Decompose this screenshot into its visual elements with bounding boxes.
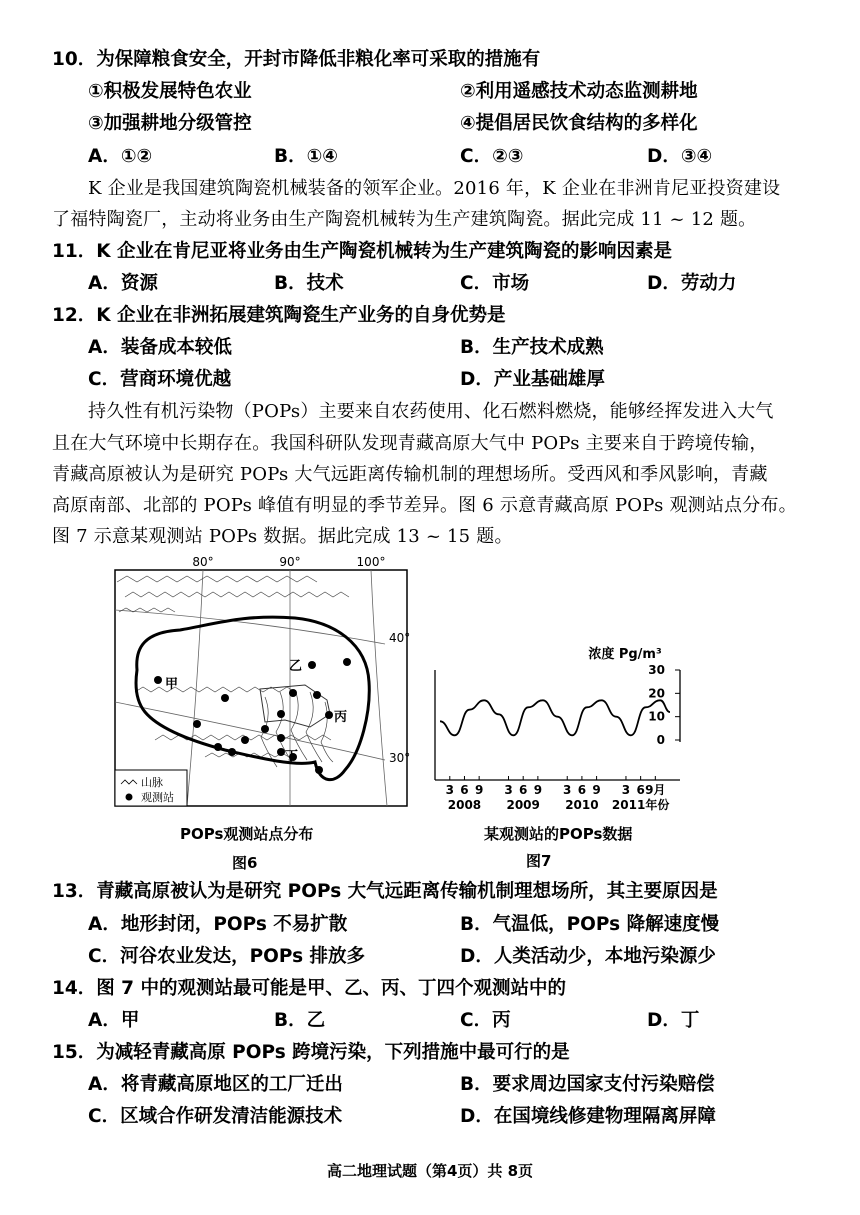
station	[289, 689, 297, 697]
q10-stem: 10．为保障粮食安全，开封市降低非粮化率可采取的措施有	[52, 49, 541, 70]
passage2-line5: 图 7 示意某观测站 POPs 数据。据此完成 13 ~ 15 题。	[52, 526, 513, 547]
q13-option-a: A．地形封闭，POPs 不易扩散	[88, 914, 348, 935]
station-northeast	[343, 658, 351, 666]
x-tick-label: 3	[445, 783, 454, 797]
station	[277, 748, 285, 756]
x-year-label: 2009	[506, 798, 540, 812]
x-tick-label: 6	[460, 783, 469, 797]
q13-option-d: D．人类活动少，本地污染源少	[460, 946, 716, 967]
q10-statement-4: ④提倡居民饮食结构的多样化	[460, 113, 698, 134]
station	[214, 743, 222, 751]
q12-stem: 12．K 企业在非洲拓展建筑陶瓷生产业务的自身优势是	[52, 305, 506, 326]
station-jia	[154, 676, 162, 684]
q11-option-a: A．资源	[88, 273, 158, 294]
station-yi	[308, 661, 316, 669]
station-bing	[325, 711, 333, 719]
q11-option-b: B．技术	[274, 273, 344, 294]
station	[315, 766, 323, 774]
station	[193, 720, 201, 728]
x-tick-label: 6	[636, 783, 645, 797]
station	[261, 725, 269, 733]
passage2-line4: 高原南部、北部的 POPs 峰值有明显的季节差异。图 6 示意青藏高原 POPs 观测站点分布。	[52, 495, 797, 516]
lon-100-label: 100°	[356, 555, 386, 569]
q15-option-a: A．将青藏高原地区的工厂迁出	[88, 1074, 343, 1095]
lat-40-label: 40°	[389, 631, 411, 645]
passage1-line2: 了福特陶瓷厂，主动将业务由生产陶瓷机械转为生产建筑陶瓷。据此完成 11 ~ 12 题。	[52, 209, 757, 230]
label-jia: 甲	[165, 677, 179, 692]
passage1-line1: K 企业是我国建筑陶瓷机械装备的领军企业。2016 年，K 企业在非洲肯尼亚投资建设	[88, 178, 781, 199]
x-tick-label: 9	[533, 783, 543, 797]
q14-stem: 14．图 7 中的观测站最可能是甲、乙、丙、丁四个观测站中的	[52, 978, 567, 999]
q15-stem: 15．为减轻青藏高原 POPs 跨境污染，下列措施中最可行的是	[52, 1042, 570, 1063]
q15-option-d: D．在国境线修建物理隔离屏障	[460, 1106, 716, 1127]
q13-option-c: C．河谷农业发达，POPs 排放多	[88, 946, 366, 967]
x-year-label: 2011年份	[611, 798, 670, 812]
y-tick-label: 30	[648, 663, 665, 677]
q15-option-b: B．要求周边国家支付污染赔偿	[460, 1074, 715, 1095]
x-tick-label: 3	[563, 783, 572, 797]
station	[277, 734, 285, 742]
figure6-caption: POPs观测站点分布	[180, 825, 314, 843]
q12-option-c: C．营商环境优越	[88, 369, 232, 390]
label-bing: 丙	[334, 710, 348, 725]
q13-stem: 13．青藏高原被认为是研究 POPs 大气远距离传输机制理想场所，其主要原因是	[52, 881, 718, 902]
q13-option-b: B．气温低，POPs 降解速度慢	[460, 914, 720, 935]
x-tick-label: 3	[504, 783, 513, 797]
lat-30-label: 30°	[389, 751, 411, 765]
x-tick-label: 9月	[645, 783, 666, 797]
q11-stem: 11．K 企业在肯尼亚将业务由生产陶瓷机械转为生产建筑陶瓷的影响因素是	[52, 241, 673, 262]
legend-station-label: 观测站	[141, 791, 174, 804]
chart-y-label: 浓度 Pg/m³	[588, 647, 662, 662]
q10-option-d: D．③④	[647, 146, 713, 167]
q10-option-c: C．②③	[460, 146, 524, 167]
station-legend-icon	[126, 794, 133, 801]
q14-option-d: D．丁	[647, 1010, 700, 1031]
lon-90-label: 90°	[279, 555, 301, 569]
q14-option-c: C．丙	[460, 1010, 511, 1031]
q10-option-b: B．①④	[274, 146, 338, 167]
x-tick-label: 9	[592, 783, 601, 797]
x-tick-label: 6	[519, 783, 528, 797]
q12-option-b: B．生产技术成熟	[460, 337, 604, 358]
figure7-chart	[425, 640, 705, 815]
legend-mountain-label: 山脉	[141, 776, 163, 789]
q12-option-a: A．装备成本较低	[88, 337, 232, 358]
q10-statement-3: ③加强耕地分级管控	[88, 113, 252, 134]
passage2-line3: 青藏高原被认为是研究 POPs 大气远距离传输机制的理想场所。受西风和季风影响，青藏	[52, 464, 768, 485]
y-tick-label: 20	[648, 686, 665, 701]
series-line	[440, 700, 670, 735]
x-tick-label: 9	[474, 783, 484, 797]
figure7-label: 图7	[526, 852, 552, 870]
q11-option-c: C．市场	[460, 273, 530, 294]
station	[228, 748, 236, 756]
x-year-label: 2010	[565, 798, 599, 812]
q14-option-b: B．乙	[274, 1010, 326, 1031]
station	[313, 691, 321, 699]
passage2-line1: 持久性有机污染物（POPs）主要来自农药使用、化石燃料燃烧，能够经挥发进入大气	[88, 401, 774, 422]
q10-statement-2: ②利用遥感技术动态监测耕地	[460, 81, 698, 102]
figure7-caption: 某观测站的POPs数据	[484, 825, 633, 843]
q10-option-a: A．①②	[88, 146, 153, 167]
q10-statement-1: ①积极发展特色农业	[88, 81, 252, 102]
label-ding: 丁	[285, 749, 299, 764]
q15-option-c: C．区域合作研发清洁能源技术	[88, 1106, 343, 1127]
lon-80-label: 80°	[192, 555, 214, 569]
figure6-map	[105, 552, 415, 814]
x-tick-label: 6	[577, 783, 587, 797]
station	[277, 710, 285, 718]
q11-option-d: D．劳动力	[647, 273, 737, 294]
x-tick-label: 3	[621, 783, 631, 797]
chart-plot-area	[435, 663, 680, 812]
figure6-label: 图6	[232, 854, 258, 872]
q12-option-d: D．产业基础雄厚	[460, 369, 605, 390]
x-year-label: 2008	[447, 798, 482, 812]
station	[241, 736, 249, 744]
passage2-line2: 且在大气环境中长期存在。我国科研队发现青藏高原大气中 POPs 主要来自于跨境传输，	[52, 433, 768, 454]
y-tick-label: 0	[656, 733, 665, 747]
q14-option-a: A．甲	[88, 1010, 140, 1031]
page-footer: 高二地理试题（第4页）共 8页	[326, 1162, 534, 1180]
station	[221, 694, 229, 702]
y-tick-label: 10	[648, 709, 665, 724]
label-yi: 乙	[289, 659, 303, 674]
